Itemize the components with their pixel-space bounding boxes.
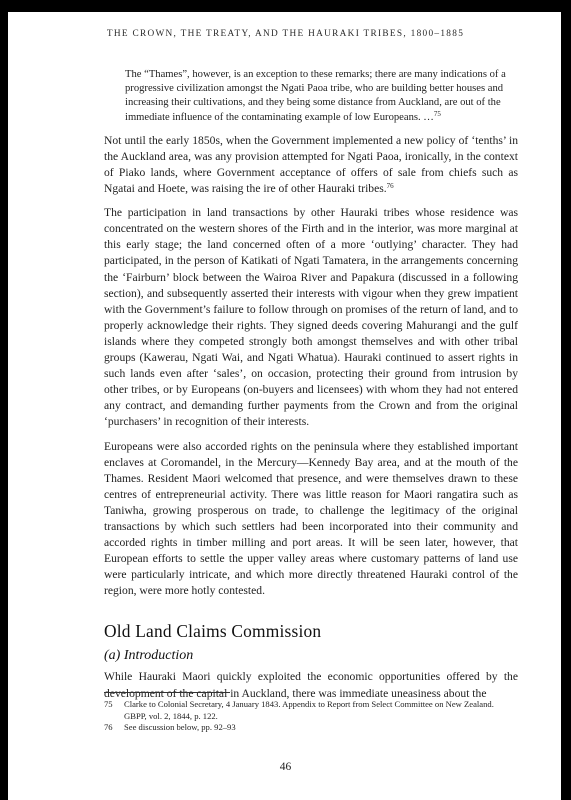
page-body xyxy=(104,68,518,702)
block-quote-text: The “Thames”, however, is an exception to these remarks; there are many indications of a progressive civilization amongst the Ngati Paoa tribe, who are building better houses and increasing their cultivations, and they being some distance from Auckland, are out of the immediate influence of the contaminating example of low Europeans. … xyxy=(125,69,506,123)
footnote-number: 75 xyxy=(104,699,113,709)
section-heading: Old Land Claims Commission xyxy=(104,621,322,642)
footnote-ref[interactable]: 76 xyxy=(386,182,394,191)
paragraph xyxy=(104,205,518,430)
paragraph-text: Not until the early 1850s, when the Government implemented a new policy of ‘tenths’ in the Auckland area, was any provision attempted for Ngati Paoa, ironically, in the context of Piako lands, where Government acceptance of offers of sale from chiefs such as Ngatai and Hoete, was raising the ire of other Hauraki tribes. xyxy=(104,133,518,196)
footnote-text: See discussion below, pp. 92–93 xyxy=(124,722,236,732)
paragraph-text: Europeans were also accorded rights on the peninsula where they established important enclaves at Coromandel, in the Mercury—Kennedy Bay area, and at the mouth of the Thames. Resident Maori welcomed that presence, and were themselves drawn to these centres of entrepreneurial activity. There was little reason for Maori rangatira such as Taniwha, growing prosperous on trade, to challenge the legitimacy of the original transactions by which such settlers had been incorporated into their community and accorded rights in timber milling and port areas. It will be seen later, however, that European efforts to settle the upper valley areas where customary patterns of land use were particularly intricate, and which more directly threatened Hauraki control of the region, were more hotly contested. xyxy=(104,439,518,598)
block-quote xyxy=(125,68,508,125)
footnotes xyxy=(104,699,518,734)
footnote xyxy=(104,722,518,734)
page-number: 46 xyxy=(279,761,292,773)
paragraph xyxy=(104,133,518,197)
scan-border-right xyxy=(561,0,571,800)
footnote-rule xyxy=(104,692,230,693)
subsection-heading: (a) Introduction xyxy=(104,648,194,664)
footnote xyxy=(104,699,518,722)
running-head: THE CROWN, THE TREATY, AND THE HAURAKI TRIBES, 1800–1885 xyxy=(106,29,465,39)
paragraph xyxy=(104,439,518,600)
footnote-number: 76 xyxy=(104,722,113,732)
footnote-text: Clarke to Colonial Secretary, 4 January 1843. Appendix to Report from Select Committee on New Zealand. GBPP, vol. 2, 1844, p. 122. xyxy=(124,699,494,721)
paragraph-text: While Hauraki Maori quickly exploited the economic opportunities offered by the development of the capital in Auckland, there was immediate uneasiness about the xyxy=(104,670,518,700)
paragraph xyxy=(104,669,518,701)
footnote-ref[interactable]: 75 xyxy=(433,109,441,118)
paragraph-text: The participation in land transactions by other Hauraki tribes whose residence was concentrated on the western shores of the Firth and in the interior, was more marginal at this early stage; the land concerned often of a more ‘outlying’ character. They had participated, in the person of Katikati of Ngati Tamatera, in the arrangements concerning the ‘Fairburn’ block between the Wairoa River and Papakura (discussed in a following section), and subsequently asserted their interests with vigour when they grew impatient with the Government’s failure to follow through on promises of the return of land, and to properly acknowledge their rights. They signed deeds covering Mahurangi and the gulf islands where they competed strongly both amongst themselves and with other tribal groups (Kawerau, Ngati Wai, and Ngati Whatua). Hauraki continued to assert rights in such lands even after ‘sales’, on occasion, protecting their ground from intrusion by other tribes, or by Europeans (on-buyers and licensees) with whom they had not entered any contract, and demanding further payments from the Crown and from the original ‘purchasers’ in recognition of their interests. xyxy=(104,206,518,429)
scan-border-top xyxy=(0,0,571,12)
scan-border-left xyxy=(0,0,8,800)
